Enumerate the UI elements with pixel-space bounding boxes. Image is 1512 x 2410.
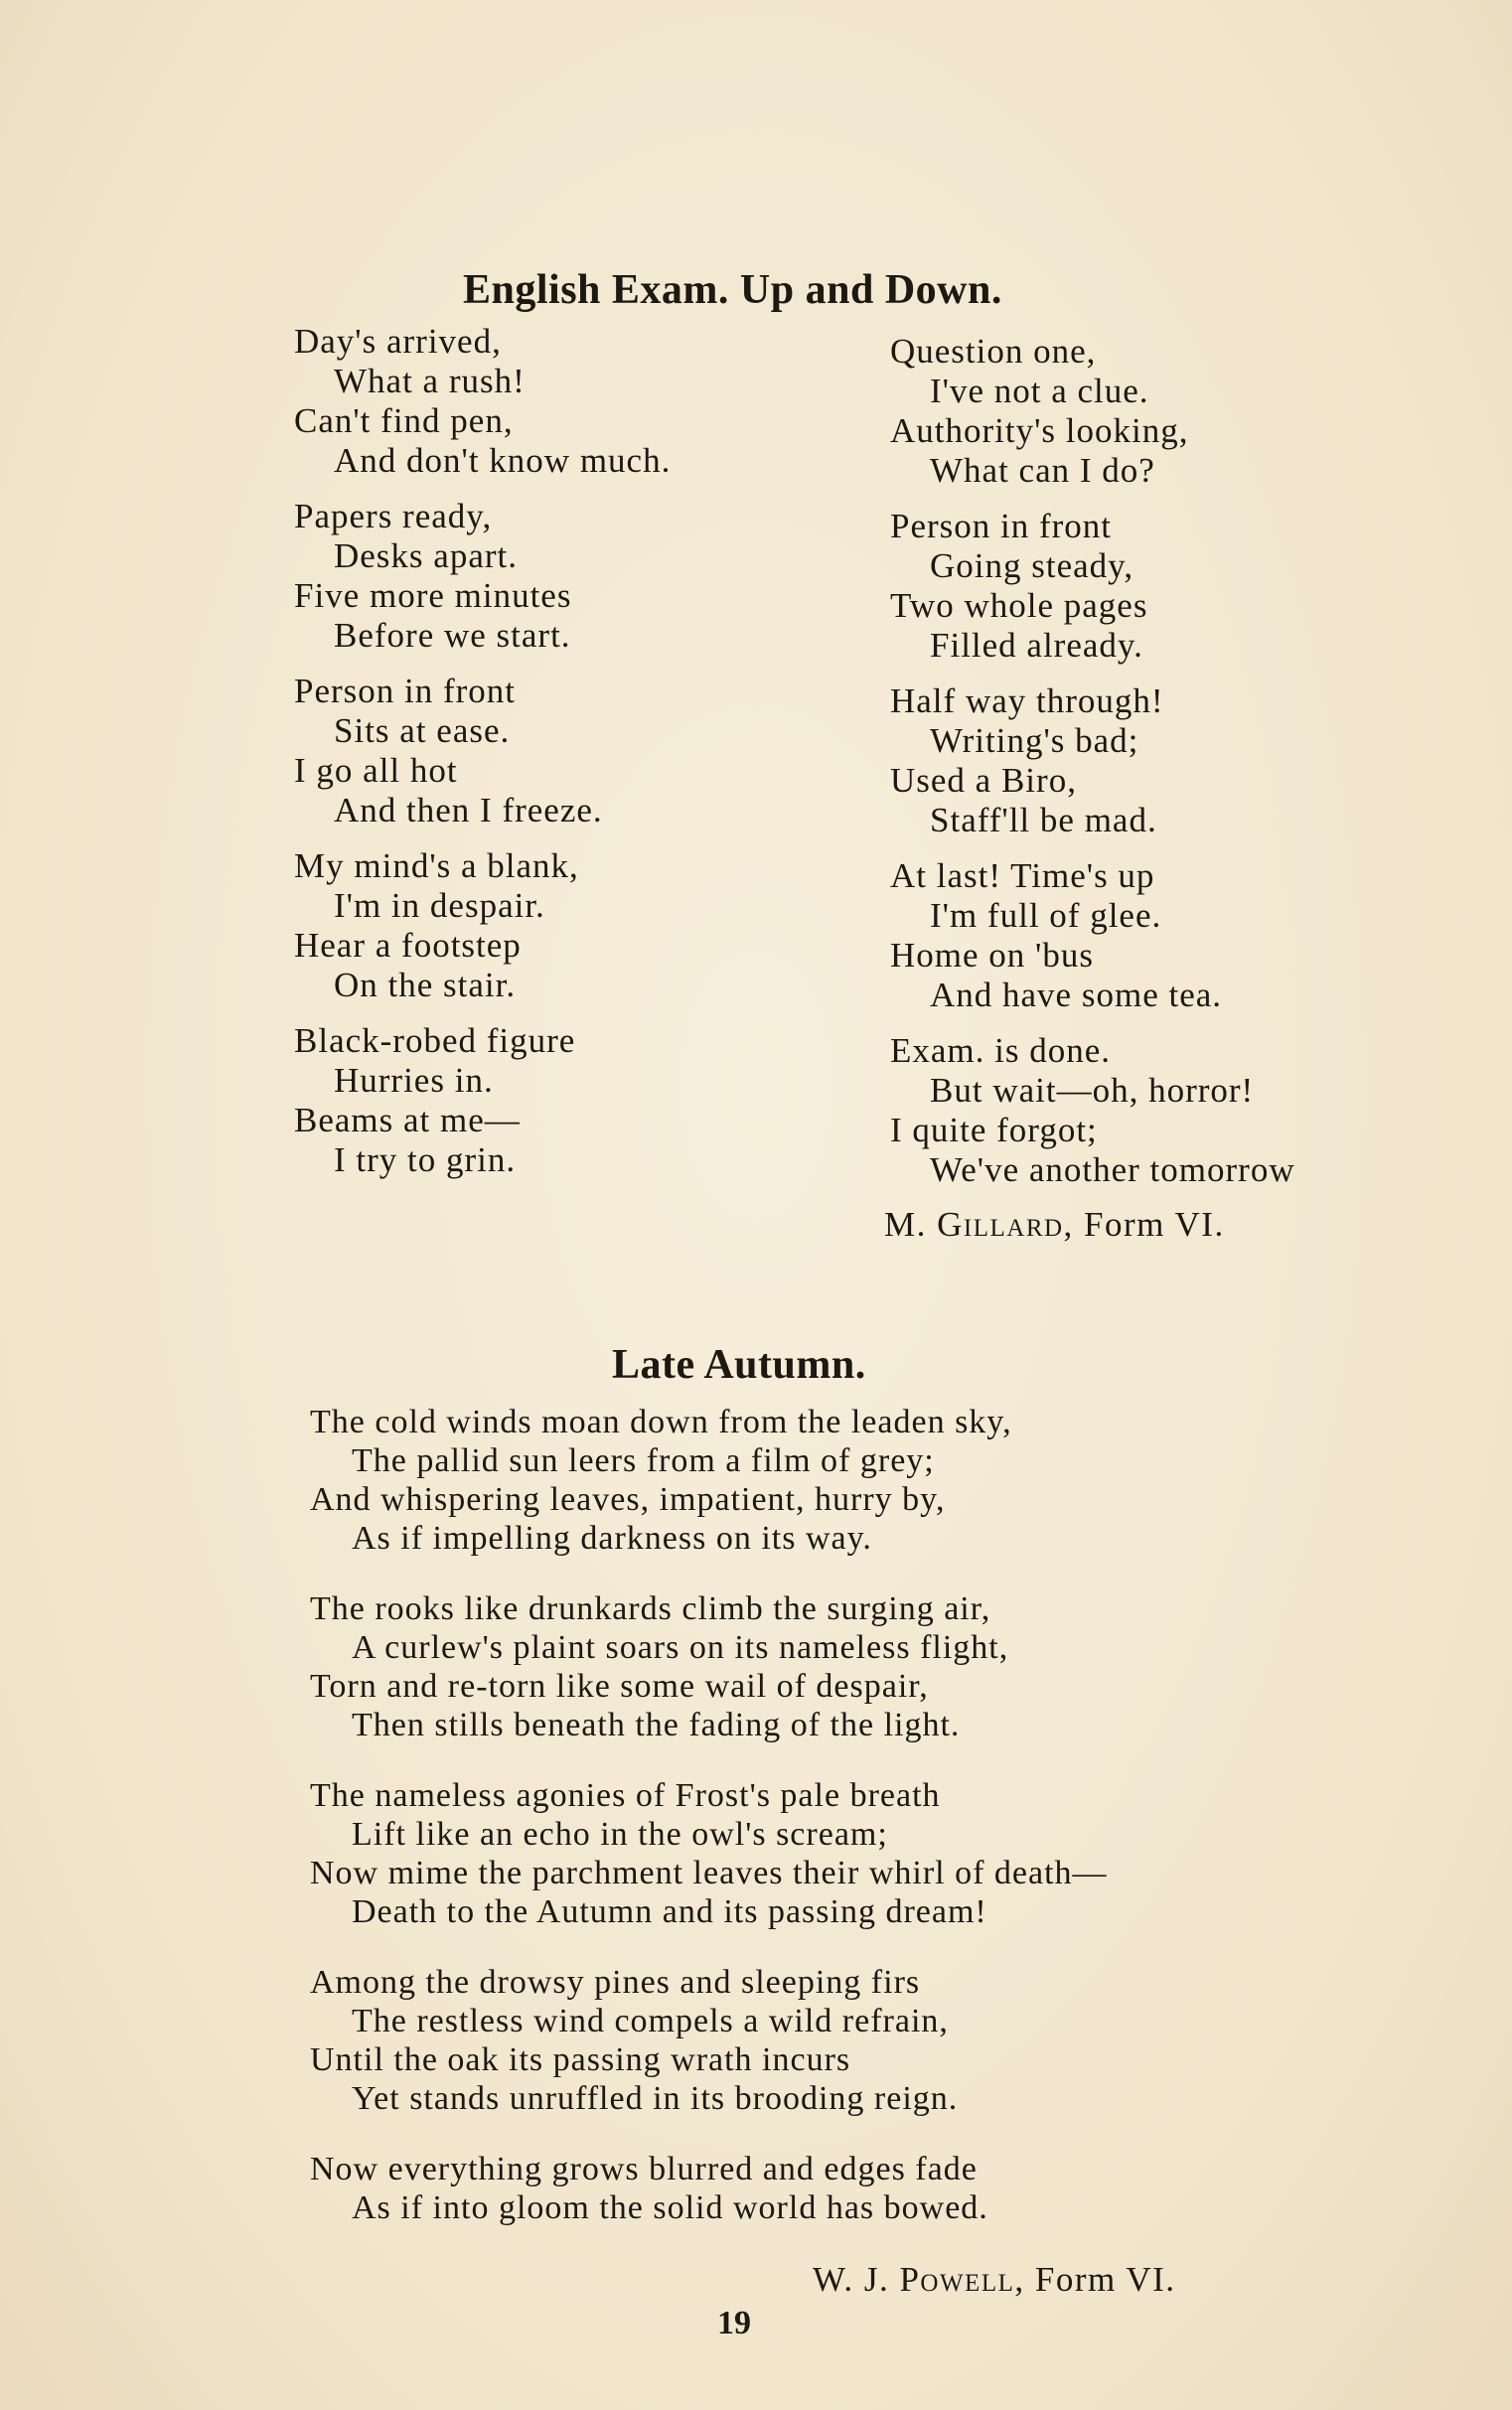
stanza: [294, 672, 671, 830]
poem-line: Now everything grows blurred and edges fade: [310, 2151, 978, 2187]
poem-line: Person in front: [294, 672, 517, 710]
poem-line: Hear a footstep: [294, 926, 522, 965]
poem-line: Question one,: [890, 332, 1097, 371]
stanza: [890, 1031, 1295, 1190]
poem-line: I go all hot: [294, 751, 458, 790]
poem-line: What a rush!: [334, 362, 526, 400]
poem-author: [884, 1205, 1225, 1245]
stanza: [310, 1963, 1108, 2118]
poem-line: And whispering leaves, impatient, hurry by,: [310, 1481, 946, 1518]
poem-line: Used a Biro,: [890, 761, 1077, 800]
poem-body: [310, 1403, 1108, 2259]
poem-line: I try to grin.: [334, 1140, 517, 1179]
poem-line: Can't find pen,: [294, 401, 514, 440]
stanza: [310, 1589, 1108, 1744]
poem-line: I'm in despair.: [334, 886, 545, 925]
poem-line: Death to the Autumn and its passing dream!: [352, 1893, 987, 1930]
page-number: 19: [717, 2305, 751, 2341]
poem-title: English Exam. Up and Down.: [463, 267, 1002, 313]
poem-line: Home on 'bus: [890, 936, 1094, 975]
poem-line: Before we start.: [334, 616, 571, 655]
poem-line: Staff'll be mad.: [930, 801, 1157, 839]
poem-line: The nameless agonies of Frost's pale breath: [310, 1777, 941, 1814]
stanza: [890, 332, 1295, 491]
poem-line: Hurries in.: [334, 1061, 494, 1100]
poem-line: As if impelling darkness on its way.: [352, 1520, 872, 1557]
stanza: [890, 856, 1295, 1015]
stanza: [294, 846, 671, 1005]
stanza: [890, 681, 1295, 840]
poem-line: Exam. is done.: [890, 1031, 1112, 1070]
poem-line: Going steady,: [930, 546, 1134, 585]
poem-line: A curlew's plaint soars on its nameless flight,: [352, 1629, 1009, 1666]
poem-line: Now mime the parchment leaves their whirl of death—: [310, 1855, 1108, 1891]
poem-line: We've another tomorrow: [930, 1150, 1295, 1189]
poem-line: The pallid sun leers from a film of grey;: [352, 1442, 935, 1479]
poem-line: Until the oak its passing wrath incurs: [310, 2041, 851, 2078]
poem-line: Filled already.: [930, 626, 1143, 665]
stanza: [310, 1776, 1108, 1931]
poem-line: I quite forgot;: [890, 1111, 1098, 1149]
poem-line: Person in front: [890, 507, 1113, 545]
stanza: [310, 2150, 1108, 2227]
poem-line: The cold winds moan down from the leaden sky,: [310, 1404, 1012, 1440]
poem-line: Sits at ease.: [334, 711, 511, 750]
poem-line: At last! Time's up: [890, 856, 1155, 895]
stanza: [294, 497, 671, 656]
poem-line: Torn and re-torn like some wail of despair,: [310, 1668, 929, 1705]
poem-line: I've not a clue.: [930, 372, 1149, 410]
poem-line: Five more minutes: [294, 576, 572, 615]
poem-line: I'm full of glee.: [930, 896, 1162, 935]
poem-right-column: [890, 332, 1295, 1206]
poem-line: But wait—oh, horror!: [930, 1071, 1255, 1110]
author-name: W. J. Powell,: [813, 2260, 1025, 2299]
poem-line: And then I freeze.: [334, 791, 603, 829]
poem-line: Desks apart.: [334, 536, 519, 575]
poem-line: As if into gloom the solid world has bowed.: [352, 2189, 988, 2226]
poem-line: On the stair.: [334, 966, 517, 1004]
poem-line: Yet stands unruffled in its brooding reign.: [352, 2080, 959, 2117]
poem-line: Beams at me—: [294, 1101, 521, 1139]
poem-line: The restless wind compels a wild refrain,: [352, 2003, 949, 2039]
poem-left-column: [294, 322, 671, 1196]
poem-line: Writing's bad;: [930, 721, 1139, 760]
poem-author: [813, 2260, 1176, 2300]
poem-line: And have some tea.: [930, 976, 1223, 1014]
author-form: Form VI.: [1084, 1205, 1225, 1244]
author-form: Form VI.: [1034, 2260, 1176, 2299]
poem-line: Black-robed figure: [294, 1021, 576, 1060]
poem-line: Then stills beneath the fading of the light.: [352, 1707, 961, 1743]
poem-line: My mind's a blank,: [294, 846, 579, 885]
poem-line: And don't know much.: [334, 441, 672, 480]
poem-line: Among the drowsy pines and sleeping firs: [310, 1964, 921, 2001]
poem-line: Two whole pages: [890, 586, 1148, 625]
stanza: [890, 507, 1295, 666]
poem-line: Day's arrived,: [294, 322, 502, 361]
poem-title: Late Autumn.: [612, 1342, 866, 1388]
poem-line: What can I do?: [930, 451, 1155, 490]
stanza: [294, 1021, 671, 1180]
author-name: M. Gillard,: [884, 1205, 1074, 1244]
poem-line: Authority's looking,: [890, 411, 1189, 450]
stanza: [294, 322, 671, 481]
poem-line: Half way through!: [890, 681, 1164, 720]
poem-line: The rooks like drunkards climb the surging air,: [310, 1590, 991, 1627]
stanza: [310, 1403, 1108, 1558]
poem-line: Lift like an echo in the owl's scream;: [352, 1816, 888, 1853]
poem-line: Papers ready,: [294, 497, 493, 535]
